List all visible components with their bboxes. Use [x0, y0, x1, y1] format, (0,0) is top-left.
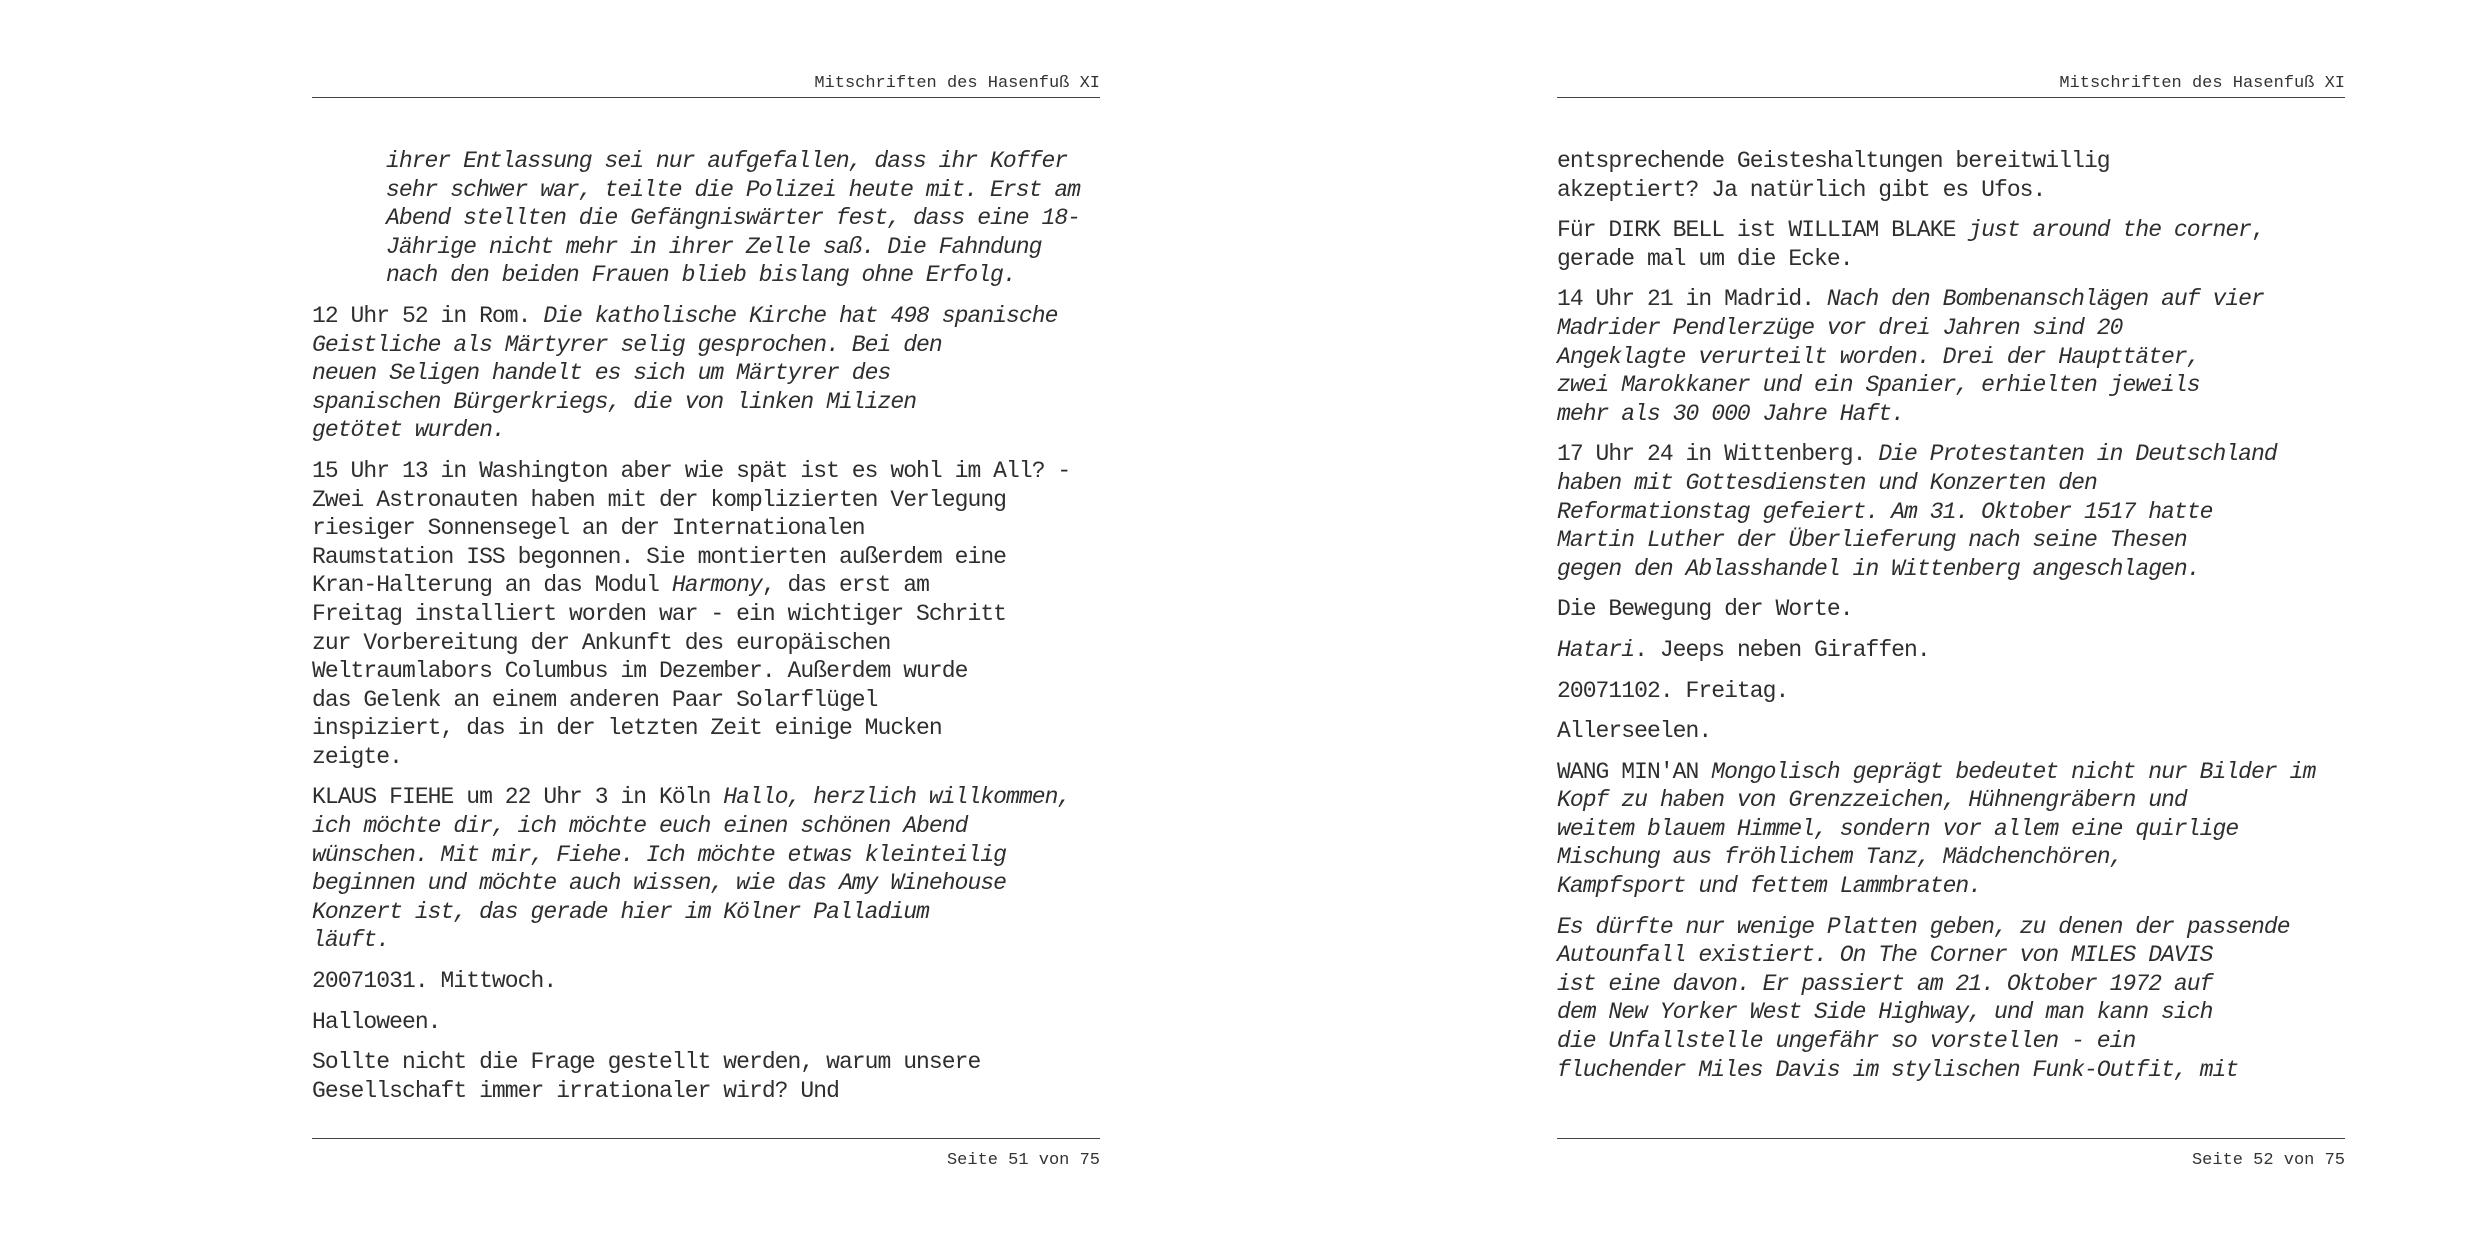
left-page — [312, 0, 1100, 1240]
text-line — [312, 457, 1112, 486]
paragraph — [1557, 758, 2357, 901]
text-run: Freitag installiert worden war - ein wichtiger Schritt — [312, 600, 1007, 627]
paragraph — [1557, 147, 2357, 204]
text-line — [312, 302, 1112, 331]
text-line — [1557, 913, 2357, 942]
page-number: Seite 52 von 75 — [2191, 1151, 2345, 1170]
italic-text-run: spanischen Bürgerkriegs, die von linken Milizen — [312, 388, 917, 415]
italic-text-run: Konzert ist, das gerade hier im Kölner Palladium — [312, 898, 929, 925]
text-line — [1557, 314, 2357, 343]
italic-text-run: neuen Seligen handelt es sich um Märtyrer des — [312, 360, 891, 387]
italic-text-run: die Unfallstelle ungefähr so vorstellen - ein — [1557, 1028, 2136, 1055]
text-line — [312, 514, 1112, 543]
running-header: Mitschriften des Hasenfuß XI — [2059, 74, 2345, 93]
text-line — [1557, 498, 2357, 527]
running-header: Mitschriften des Hasenfuß XI — [814, 74, 1100, 93]
right-page — [1557, 0, 2345, 1240]
text-run: Kran-Halterung an das Modul — [312, 572, 672, 599]
text-line — [386, 233, 1112, 262]
paragraph — [312, 783, 1112, 955]
text-line — [312, 967, 1112, 996]
italic-text-run: Mongolisch geprägt bedeutet nicht nur Bilder im — [1711, 758, 2316, 785]
text-run: das Gelenk an einem anderen Paar Solarflügel — [312, 686, 878, 713]
italic-text-run: Geistliche als Märtyrer selig gesprochen. Bei den — [312, 331, 942, 358]
text-line — [1557, 216, 2357, 245]
text-line — [1557, 843, 2357, 872]
italic-text-run: Nach den Bombenanschlägen auf vier — [1826, 286, 2264, 313]
text-run: zur Vorbereitung der Ankunft des europäischen — [312, 629, 891, 656]
text-run: 15 Uhr 13 in Washington aber wie spät ist es wohl im All? - — [312, 457, 1071, 484]
text-line — [1557, 677, 2357, 706]
italic-text-run: wünschen. Mit mir, Fiehe. Ich möchte etwas kleinteilig — [312, 841, 1007, 868]
text-line — [312, 571, 1112, 600]
text-run: 17 Uhr 24 in Wittenberg. — [1557, 441, 1879, 468]
paragraph — [312, 967, 1112, 996]
italic-text-run: Madrider Pendlerzüge vor drei Jahren sind 20 — [1557, 314, 2123, 341]
text-line — [312, 657, 1112, 686]
italic-text-run: ist eine davon. Er passiert am 21. Oktober 1972 auf — [1557, 970, 2213, 997]
text-line — [1557, 343, 2357, 372]
paragraph — [1557, 216, 2357, 273]
text-run: akzeptiert? Ja natürlich gibt es Ufos. — [1557, 176, 2046, 203]
text-line — [312, 629, 1112, 658]
text-line — [312, 686, 1112, 715]
text-line — [1557, 815, 2357, 844]
text-line — [1557, 941, 2357, 970]
text-line — [1557, 872, 2357, 901]
text-line — [386, 176, 1112, 205]
text-line — [1557, 245, 2357, 274]
text-run: 14 Uhr 21 in Madrid. — [1557, 286, 1827, 313]
text-line — [312, 416, 1112, 445]
italic-text-run: Die Protestanten in Deutschland — [1878, 441, 2277, 468]
text-line — [1557, 400, 2357, 429]
text-line — [1557, 786, 2357, 815]
italic-text-run: läuft. — [312, 927, 390, 954]
text-line — [312, 1077, 1112, 1106]
text-line — [1557, 970, 2357, 999]
italic-text-run: getötet wurden. — [312, 417, 505, 444]
italic-text-run: ihrer Entlassung sei nur aufgefallen, dass ihr Koffer — [386, 148, 1068, 174]
text-run: Die Bewegung der Worte. — [1557, 596, 1853, 623]
text-line — [312, 783, 1112, 812]
text-line — [312, 841, 1112, 870]
italic-text-run: Abend stellten die Gefängniswärter fest, dass eine 18- — [386, 205, 1081, 232]
text-line — [1557, 371, 2357, 400]
text-run: , das erst am — [761, 572, 929, 599]
text-line — [312, 1008, 1112, 1037]
text-run: Raumstation ISS begonnen. Sie montierten außerdem eine — [312, 543, 1007, 570]
italic-text-run: mehr als 30 000 Jahre Haft. — [1557, 400, 1905, 427]
text-line — [312, 331, 1112, 360]
text-line — [312, 600, 1112, 629]
italic-text-run: Die katholische Kirche hat 498 spanische — [543, 302, 1058, 329]
paragraph — [312, 1008, 1112, 1037]
text-run: riesiger Sonnensegel an der Internationalen — [312, 515, 865, 542]
footer-rule — [312, 1138, 1100, 1139]
page-number: Seite 51 von 75 — [946, 1151, 1100, 1170]
text-line — [1557, 440, 2357, 469]
text-line — [312, 869, 1112, 898]
text-line — [1557, 1056, 2357, 1085]
text-line — [1557, 1027, 2357, 1056]
italic-text-run: zwei Marokkaner und ein Spanier, erhielten jeweils — [1557, 372, 2200, 399]
header-rule — [312, 97, 1100, 98]
text-line — [386, 147, 1112, 176]
footer-rule — [1557, 1138, 2345, 1139]
text-line — [1557, 636, 2357, 665]
text-run: KLAUS FIEHE um 22 Uhr 3 in Köln — [312, 784, 724, 811]
text-run: . Jeeps neben Giraffen. — [1634, 636, 1930, 663]
text-run: entsprechende Geisteshaltungen bereitwillig — [1557, 148, 2110, 174]
italic-text-run: Kopf zu haben von Grenzzeichen, Hühnengräbern und — [1557, 787, 2187, 814]
text-line — [1557, 758, 2357, 787]
text-line — [1557, 147, 2357, 176]
paragraph — [312, 1048, 1112, 1105]
text-line — [312, 714, 1112, 743]
text-line — [386, 204, 1112, 233]
paragraph — [1557, 913, 2357, 1085]
page-body — [312, 147, 1112, 1117]
paragraph — [312, 147, 1112, 290]
text-run: Gesellschaft immer irrationaler wird? Und — [312, 1077, 839, 1104]
text-run: Zwei Astronauten haben mit der komplizierten Verlegung — [312, 486, 1007, 513]
paragraph — [1557, 285, 2357, 428]
text-line — [1557, 285, 2357, 314]
text-run: WANG MIN'AN — [1557, 758, 1712, 785]
paragraph — [1557, 595, 2357, 624]
paragraph — [1557, 636, 2357, 665]
text-line — [1557, 998, 2357, 1027]
italic-text-run: gegen den Ablasshandel in Wittenberg angeschlagen. — [1557, 555, 2200, 582]
text-run: zeigte. — [312, 743, 402, 770]
text-line — [1557, 595, 2357, 624]
text-line — [1557, 469, 2357, 498]
text-line — [312, 812, 1112, 841]
italic-text-run: Hatari — [1557, 636, 1635, 663]
text-line — [1557, 526, 2357, 555]
paragraph — [1557, 677, 2357, 706]
text-line — [1557, 717, 2357, 746]
italic-text-run: just around the corner — [1968, 217, 2252, 244]
italic-text-run: Reformationstag gefeiert. Am 31. Oktober 1517 hatte — [1557, 498, 2213, 525]
text-run: Für DIRK BELL ist WILLIAM BLAKE — [1557, 217, 1969, 244]
italic-text-run: Angeklagte verurteilt worden. Drei der Haupttäter, — [1557, 343, 2200, 370]
italic-text-run: sehr schwer war, teilte die Polizei heute mit. Erst am — [386, 176, 1081, 203]
text-run: inspiziert, das in der letzten Zeit einige Mucken — [312, 715, 942, 742]
italic-text-run: Es dürfte nur wenige Platten geben, zu denen der passende — [1557, 913, 2290, 940]
paragraph — [1557, 440, 2357, 583]
italic-text-run: ich möchte dir, ich möchte euch einen schönen Abend — [312, 813, 968, 840]
text-run: , — [2251, 217, 2264, 244]
text-run: gerade mal um die Ecke. — [1557, 245, 1853, 272]
italic-text-run: Mischung aus fröhlichem Tanz, Mädchenchören, — [1557, 844, 2123, 871]
text-line — [312, 1048, 1112, 1077]
italic-text-run: weitem blauem Himmel, sondern vor allem eine quirlige — [1557, 815, 2239, 842]
text-run: Halloween. — [312, 1008, 441, 1035]
text-run: 12 Uhr 52 in Rom. — [312, 302, 544, 329]
italic-text-run: nach den beiden Frauen blieb bislang ohne Erfolg. — [386, 262, 1016, 289]
italic-text-run: Kampfsport und fettem Lammbraten. — [1557, 873, 1982, 900]
italic-text-run: Martin Luther der Überlieferung nach seine Thesen — [1557, 527, 2187, 554]
page-body — [1557, 147, 2357, 1096]
text-line — [1557, 555, 2357, 584]
text-line — [312, 898, 1112, 927]
italic-text-run: Autounfall existiert. On The Corner von MILES DAVIS — [1557, 942, 2213, 969]
text-line — [312, 359, 1112, 388]
paragraph — [312, 302, 1112, 445]
text-run: Allerseelen. — [1557, 718, 1712, 745]
text-run: 20071102. Freitag. — [1557, 677, 1789, 704]
text-line — [312, 388, 1112, 417]
italic-text-run: Harmony — [671, 572, 762, 599]
text-line — [312, 543, 1112, 572]
text-run: Weltraumlabors Columbus im Dezember. Außerdem wurde — [312, 658, 968, 685]
italic-text-run: haben mit Gottesdiensten und Konzerten den — [1557, 469, 2097, 496]
header-rule — [1557, 97, 2345, 98]
italic-text-run: Hallo, herzlich willkommen, — [723, 784, 1071, 811]
text-run: 20071031. Mittwoch. — [312, 968, 557, 995]
text-line — [312, 743, 1112, 772]
text-line — [386, 261, 1112, 290]
italic-text-run: Jährige nicht mehr in ihrer Zelle saß. Die Fahndung — [386, 233, 1042, 260]
text-line — [312, 926, 1112, 955]
italic-text-run: fluchender Miles Davis im stylischen Funk-Outfit, mit — [1557, 1056, 2239, 1083]
italic-text-run: beginnen und möchte auch wissen, wie das Amy Winehouse — [312, 870, 1007, 897]
italic-text-run: dem New Yorker West Side Highway, und man kann sich — [1557, 999, 2213, 1026]
text-line — [1557, 176, 2357, 205]
text-line — [312, 486, 1112, 515]
paragraph — [312, 457, 1112, 772]
paragraph — [1557, 717, 2357, 746]
text-run: Sollte nicht die Frage gestellt werden, warum unsere — [312, 1049, 981, 1076]
